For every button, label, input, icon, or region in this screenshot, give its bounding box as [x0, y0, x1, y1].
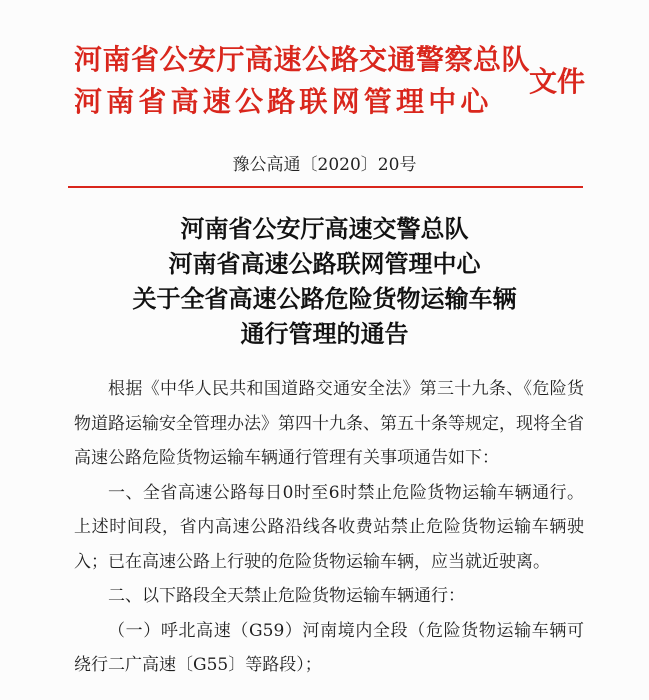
document-header	[74, 38, 614, 128]
paragraph-item-2-1: （一）呼北高速（G59）河南境内全段（危险货物运输车辆可绕行二广高速〔G55〕等路段）；	[74, 620, 584, 675]
title-line-4: 通行管理的通告	[240, 320, 409, 348]
title-line-3: 关于全省高速公路危险货物运输车辆	[132, 285, 517, 313]
title-line-2: 河南省高速公路联网管理中心	[168, 250, 481, 278]
red-divider-line	[68, 186, 583, 188]
document-type-label: 文件	[529, 65, 586, 98]
title-line-1: 河南省公安厅高速交警总队	[180, 215, 469, 243]
document-number: 豫公高通〔2020〕20号	[232, 155, 417, 175]
paragraph-item-2: 二、以下路段全天禁止危险货物运输车辆通行：	[108, 586, 465, 606]
notice-body	[74, 372, 584, 683]
issuer-name-2: 河南省高速公路联网管理中心	[74, 85, 493, 118]
paragraph-intro: 根据《中华人民共和国道路交通安全法》第三十九条、《危险货物道路运输安全管理办法》第四十九条、第五十条等规定，现将全省高速公路危险货物运输车辆通行管理有关事项通告如下：	[74, 379, 584, 468]
paragraph-item-1: 一、全省高速公路每日0时至6时禁止危险货物运输车辆通行。上述时间段，省内高速公路沿线各收费站禁止危险货物运输车辆驶入；已在高速公路上行驶的危险货物运输车辆，应当就近驶离。	[74, 482, 584, 572]
notice-title	[0, 212, 649, 352]
issuer-name-1: 河南省公安厅高速公路交通警察总队	[74, 43, 531, 76]
